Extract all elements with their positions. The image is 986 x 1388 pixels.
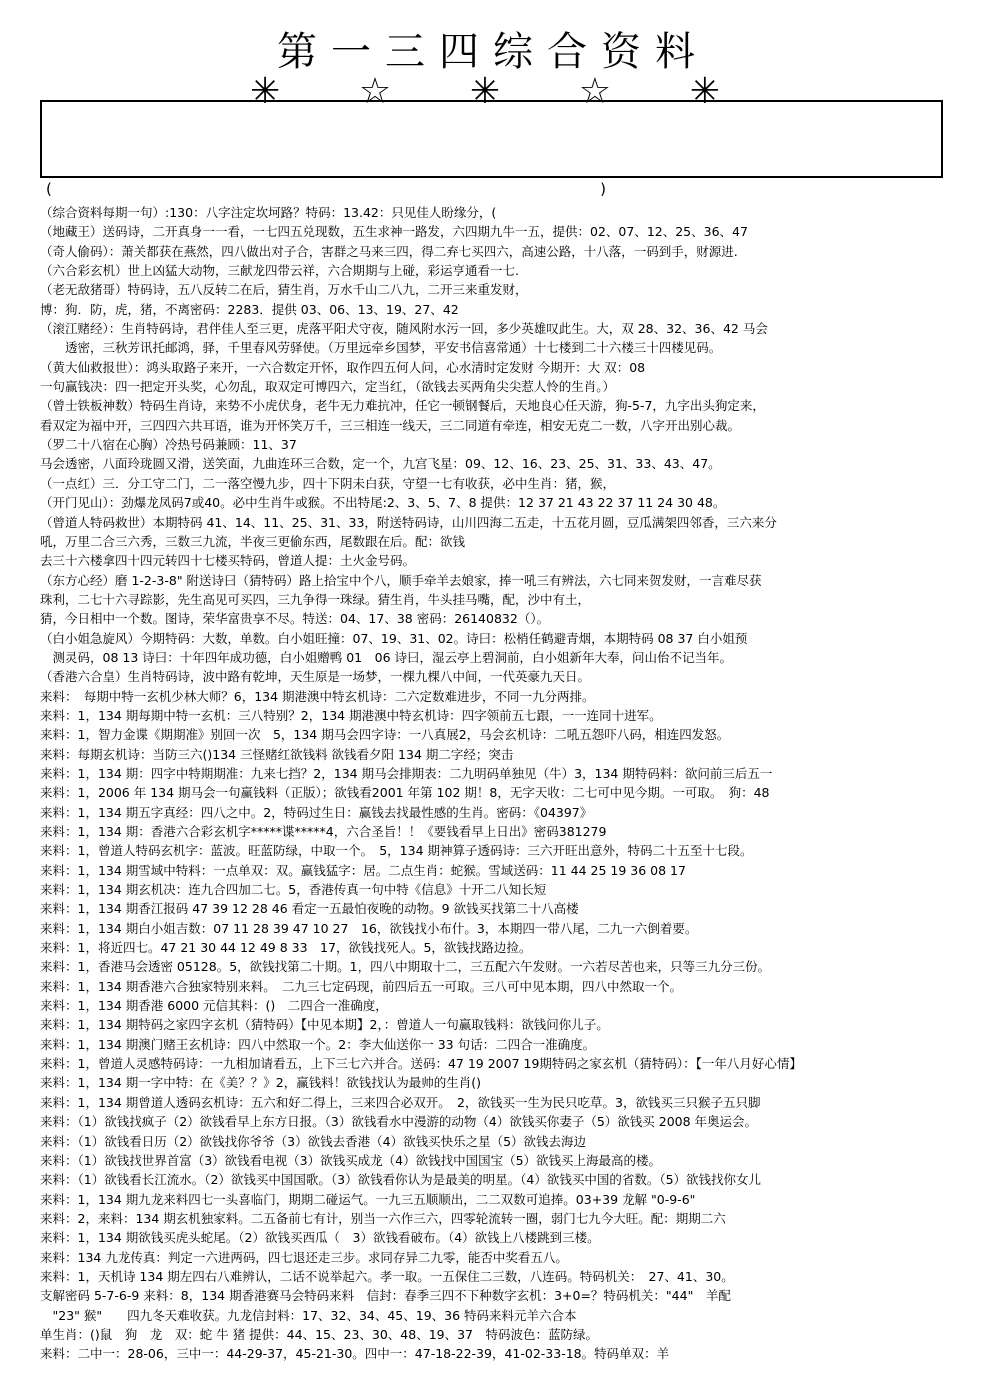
text-line: 去三十六楼拿四十四元转四十七楼买特码，曾道人提：土火金号码。 [40,553,416,569]
paren-open: ( [46,180,52,198]
text-line: 透密，三秋芳讯托邮鸿，驿，千里春风劳驿使。（万里远牵乡国梦，平安书信喜常通）十七楼到二十六楼三十四楼见码。 [40,340,722,356]
text-line: 来料：1，134 期欲钱买虎头蛇尾。（2）欲钱买西瓜（ 3）欲钱看破布。（4）欲钱上八楼跳到三楼。 [40,1230,600,1246]
text-line: （地藏王）送码诗，二开真身一一看，一七四五兑现数，五生求神一路发，六四期九牛一五，提供：02、07、12、25、36、47 [40,224,748,240]
star-icon: ☆ [578,71,612,112]
text-line: 来料：2，来料：134 期玄机独家料。二五备前七有计，别当一六作三六，四零轮流转一圈，弱门七九今大旺。配：期期二六 [40,1210,726,1226]
text-line: （滚江赌经）：生肖特码诗，君伴佳人至三更，虎落平阳犬守夜，随风附水污一回，多少英雄叹此生。大，双 28、32、36、42 马会 [40,321,768,337]
paren-close: ) [600,180,606,198]
text-line: （黄大仙救报世）：鸿头取路子来开，一六合数定开怀，取作四五何人问，心水清时定发财 今期开：大 双：08 [40,359,646,375]
empty-parentheses [46,180,606,200]
asterisk-icon: ✳ [469,71,501,112]
text-line: 来料：1，134 期九龙来料四七一头喜临门，期期二碰运气。一九三五顺顺出，二二双数可追捧。03+39 龙解 "0-9-6" [40,1191,696,1207]
text-line: 来料：1，智力金谍《期期准》别回一次 5，134 期马会四字诗：一八真展2，马会玄机诗：二吼五怨吓八码，相连四发怒。 [40,727,730,743]
text-line: 来料：134 九龙传真：判定一六进两码，四七退还走三步。求同存异二九零，能否中奖看五八。 [40,1249,568,1265]
text-line: 来料：1，134 期玄机决：连九合四加二七。5，香港传真一句中特《信息》十开二八知长短 [40,882,547,898]
text-line: （开门见山）：劲爆龙凤码7或40。必中生肖牛或猴。不出特尾:2、3、5、7、8 提供：12 37 21 43 22 37 11 24 30 48。 [40,495,726,511]
text-line: 来料：（1）欲钱找疯子（2）欲钱看早上东方日报。（3）欲钱看水中漫游的动物（4）欲钱买你妻子（5）欲钱买 2008 年奥运会。 [40,1114,758,1130]
text-line: 来料：1，134 期白小姐吉数：07 11 28 39 47 10 27 16，欲钱找小布什。3，本期四一带八尾，二九一六倒着要。 [40,920,698,936]
text-line: 来料：（1）欲钱看长江流水。（2）欲钱买中国国歌。（3）欲钱看你认为是最美的明星。（4）欲钱买中国的省数。（5）欲钱找你女儿 [40,1172,762,1188]
text-line: 来料：1，134 期雪域中特料：一点单双：双。赢钱猛字：居。二点生肖：蛇猴。雪域送码：11 44 25 19 36 08 17 [40,862,686,878]
text-line: 来料：二中一：28-06，三中一：44-29-37，45-21-30。四中一：47-18-22-39，41-02-33-18。特码单双：羊 [40,1346,670,1362]
text-line: 来料：1，134 期澳门赌王玄机诗：四八中然取一个。2：李大仙送你一 33 句话：二四合一准确度。 [40,1036,596,1052]
text-line: 博：狗．防，虎，猪，不离密码：2283．提供 03、06、13、19、27、42 [40,301,459,317]
empty-frame [40,100,943,178]
text-line: （白小姐急旋风）今期特码：大数，单数。白小姐旺撞：07、19、31、02。诗曰：松梢任鹤避青烟，本期特码 08 37 白小姐预 [40,630,748,646]
text-line: 来料：1，134 期：四字中特期期准：九来七挡？2，134 期马会排期表：二九明码单独见（牛）3，134 期特码料：欲问前三后五一 [40,765,773,781]
star-icon: ☆ [358,71,392,112]
text-line: 珠利，二七十六寻踪影，先生高见可买四，三九争得一珠绿。猜生肖，牛头挂马嘴，配，沙中有土， [40,591,591,607]
text-line: 看双定为福中开，三四四六共耳语，谁为开怀笑万千，三三相连一线天，三二同道有牵连，相安无克二一数，八字开出别心裁。 [40,417,741,433]
text-line: 支解密码 5-7-6-9 来料：8，134 期香港赛马会特码来料 信封：春季三四不下种数字玄机：3+0=？特码机关："44" 羊配 [40,1288,731,1304]
text-line: （六合彩玄机）世上凶猛大动物，三献龙四带云祥，六合期期与上碰，彩运亨通看一七. [40,263,519,279]
text-line: 马会透密，八面玲珑圆又滑，送笑面，九曲连环三合数，定一个，九宫飞星：09、12、16、23、25、31、33、43、47。 [40,456,721,472]
text-line: （老无敌猪哥）特码诗，五八反转二在后，猜生肖，万水千山二八九，二开三来重发财， [40,282,528,298]
text-line: 来料：1，将近四七。47 21 30 44 12 49 8 33 17，欲钱找死人。5，欲钱找路边捡。 [40,940,532,956]
text-line: 来料：1，134 期香港 6000 元信其料：() 二四合一准确度， [40,998,388,1014]
text-line: （曾道人特码救世）本期特码 41、14、11、25、31、33，附送特码诗，山川四海二五走，十五花月圆，豆瓜满架四邻香，三六来分 [40,514,777,530]
text-body [40,203,950,1364]
text-line: 单生肖：()鼠 狗 龙 双：蛇 牛 猪 提供：44、15、23、30、48、19、37 特码波色：蓝防绿。 [40,1326,599,1342]
text-line: 来料：1，天机诗 134 期左四右八难辨认，二话不说举起六。孝一取。一五保住二三数，八连码。特码机关： 27、41、30。 [40,1268,734,1284]
text-line: 来料：1，曾道人灵感特码诗：一九相加请看五，上下三七六并合。送码：47 19 2007 19期特码之家玄机（猜特码）：【一年八月好心情】 [40,1056,802,1072]
text-line: 一句赢钱决：四一把定开头奖，心勿乱，取双定可博四六，定当红，（欲钱去买两角尖尖惹人怜的生肖。） [40,379,616,395]
text-line: 来料：1，134 期一字中特：在《美？？》2，赢钱料！欲钱找认为最帅的生肖() [40,1075,481,1091]
text-line: 来料：1，134 期：香港六合彩玄机字*****谍*****4，六合圣旨！！《要钱看早上日出》密码381279 [40,824,607,839]
page-title: 第一三四综合资料 [277,29,709,75]
text-line: 来料：每期玄机诗：当防三六()134 三怪赌红欲钱料 欲钱看夕阳 134 期二字经；突击 [40,746,514,762]
text-line: 猜，今日相中一个数。图诗，荣华富贵享不尽。特送：04、17、38 密码：26140832（）。 [40,611,550,627]
text-line: （奇人偷码）：萧关都获在燕然，四八做出对子合，害群之马来三四，得二弃七买四六，高速公路，十八落，一码到手，财源进. [40,243,738,259]
text-line: 来料：1，曾道人特码玄机字：蓝波。旺蓝防绿，中取一个。 5，134 期神算子透码诗：三六开旺出意外，特码二十五至十七段。 [40,843,753,859]
text-line: 来料：1，2006 年 134 期马会一句赢钱料（正版）；欲钱看2001 年第 102 期！8，无字天收：二七可中见今期。一可取。 狗：48 [40,785,770,801]
asterisk-icon: ✳ [689,71,720,112]
text-line: （罗二十八宿在心胸）冷热号码兼顾：11、37 [40,437,297,453]
text-line: 来料：（1）欲钱看日历（2）欲钱找你爷爷（3）欲钱去香港（4）欲钱买快乐之星（5）欲钱去海边 [40,1133,587,1149]
text-line: （一点红）三．分工守二门，二一落空慢九步，四十下阴未白获，守望一七有收获，必中生肖：猪，猴， [40,475,616,491]
text-line: "23" 猴" 四九冬天难收获。九龙信封料：17、32、34、45、19、36 特码来料元羊六合本 [40,1307,577,1323]
text-line: 来料：1，香港马会透密 05128。5，欲钱找第二十期。1，四八中期取十二，三五配六午发财。一六若尽苦也来，只等三九分三份。 [40,959,771,975]
text-line: 来料：1，134 期每期中特一玄机：三八特别？2，134 期港澳中特玄机诗：四字领前五七跟，一一连同十进军。 [40,707,662,723]
text-line: 来料：1，134 期香江报码 47 39 12 28 46 看定一五最怕夜晚的动物。9 欲钱买找第二十八高楼 [40,901,579,917]
text-line: （东方心经）磨 1-2-3-8" 附送诗曰（猜特码）路上拾宝中个八，顺手牵羊去娘家，捧一吼三有辨法，六七同来贺发财，一言难尽获 [40,572,762,588]
text-line: 来料：1，134 期曾道人透码玄机诗：五六和好二得上，三来四合必双开。 2，欲钱买一生为民只吃草。3，欲钱买三只猴子五只脚 [40,1094,761,1110]
text-line: （曾士铁板神数）特码生肖诗，来势不小虎伏身，老牛无力难抗冲，任它一顿钢餐后，天地良心任天游，狗-5-7，九字出头狗定来， [40,398,765,414]
text-line: 吼，万里二合三六秀，三数三九流，半夜三更偷东西，尾数跟在后。配：欲钱 [40,533,466,549]
text-line: （综合资料每期一句）:130：八字注定坎坷路？特码：13.42：只见佳人盼缘分，( [40,205,497,220]
text-line: 来料：1，134 期特码之家四字玄机（猜特码）【中见本期】2，：曾道人一句赢取钱料：欲钱问你儿子。 [40,1017,609,1033]
text-line: 测灵码，08 13 诗曰：十年四年成功德，白小姐赠鸭 01 06 诗曰，湿云亭上碧洞前，白小姐新年大奉，问山佁不记当年。 [40,649,733,665]
text-line: 来料：（1）欲钱找世界首富（3）欲钱看电视（3）欲钱买成龙（4）欲钱找中国国宝（5）欲钱买上海最高的楼。 [40,1152,662,1168]
text-line: （香港六合皇）生肖特码诗，波中路有乾坤，天生原是一场梦，一棵九棵八中间，一代英豪九天日。 [40,669,591,685]
text-line: 来料： 每期中特一玄机少林大师？6，134 期港澳中特玄机诗：二六定数难进步，不同一九分两排。 [40,688,595,704]
text-line: 来料：1，134 期香港六合独家特别来料。 二九三七定码现，前四后五一可取。三八可中见本期，四八中然取一个。 [40,978,683,994]
text-line: 来料：1，134 期五字真经：四八之中。2，特码过生日：赢钱去找最性感的生肖。密码：《04397》 [40,804,593,820]
asterisk-icon: ✳ [250,71,281,112]
